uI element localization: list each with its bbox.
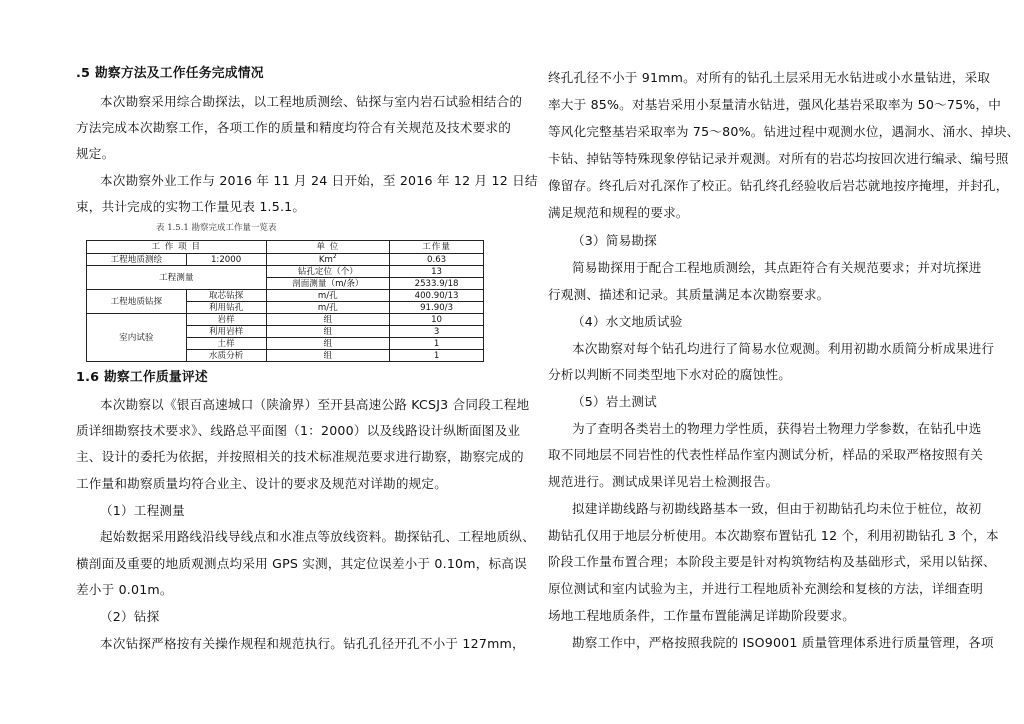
subheading: （4）水文地质试验	[572, 314, 683, 329]
paragraph-line: 简易勘探用于配合工程地质测绘，其点距符合有关规范要求；并对坑探进	[572, 260, 982, 275]
paragraph-line: 满足规范和规程的要求。	[548, 205, 689, 220]
paragraph-line: 主、设计的委托为依据，并按照相关的技术标准规范要求进行勘察，勘察完成的	[76, 449, 524, 464]
header-cell: 工作量	[390, 241, 484, 254]
table-cell: 钻孔定位（个）	[266, 266, 390, 278]
table-cell: 组	[266, 326, 390, 338]
table-cell: m/孔	[266, 290, 390, 302]
table-cell: 土样	[186, 338, 266, 350]
paragraph-line: 卡钻、掉钻等特殊现象停钻记录并观测。对所有的岩芯均按回次进行编录、编号照	[548, 151, 1009, 166]
table-cell: m/孔	[266, 302, 390, 314]
table-row	[87, 314, 484, 326]
unit-text: Km	[318, 254, 333, 265]
table-cell: 0.63	[390, 254, 484, 266]
paragraph-line: 原位测试和室内试验为主，并进行工程地质补充测绘和复核的方法，详细查明	[548, 581, 983, 596]
paragraph-line: 率大于 85%。对基岩采用小泵量清水钻进，强风化基岩采取率为 50～75%，中	[548, 97, 1002, 112]
paragraph-line: 分析以判断不同类型地下水对砼的腐蚀性。	[548, 367, 792, 382]
subheading: （5）岩土测试	[572, 394, 657, 409]
paragraph-line: 阶段工作量布置合理；本阶段主要是针对构筑物结构及基础形式，采用以钻探、	[548, 554, 996, 569]
section-title-1-6: 1.6 勘察工作质量评述	[76, 370, 208, 385]
table-row	[87, 254, 484, 266]
paragraph-line: 差小于 0.01m。	[76, 582, 173, 597]
table-cell: 2533.9/18	[390, 278, 484, 290]
paragraph-line: 为了查明各类岩土的物理力学性质，获得岩土物理力学参数，在钻孔中选	[572, 421, 982, 436]
section-title-1-5: .5 勘察方法及工作任务完成情况	[76, 66, 264, 81]
paragraph-line: 场地工程地质条件，工作量布置能满足详勘阶段要求。	[548, 608, 856, 623]
table-cell: 利用岩样	[186, 326, 266, 338]
paragraph-line: 勘钻孔仅用于地层分析使用。本次勘察布置钻孔 12 个，利用初勘钻孔 3 个，本	[548, 528, 999, 543]
paragraph-line: 等风化完整基岩采取率为 75～80%。钻进过程中观测水位，遇洞水、涌水、掉块、	[548, 124, 1020, 139]
paragraph-line: 取不同地层不同岩性的代表性样品作室内测试分析，样品的采取严格按照有关	[548, 447, 983, 462]
table-cell: 工程地质测绘	[87, 254, 187, 266]
table-row	[87, 266, 484, 278]
table-cell: 利用钻孔	[186, 302, 266, 314]
subheading: （3）简易勘探	[572, 233, 657, 248]
subheading: （1）工程测量	[100, 503, 185, 518]
table-cell: 3	[390, 326, 484, 338]
table-cell: 工程测量	[87, 266, 267, 290]
table-row	[87, 290, 484, 302]
paragraph-line: 横剖面及重要的地质观测点均采用 GPS 实测，其定位误差小于 0.10m，标高误	[76, 556, 527, 571]
table-cell: 1	[390, 350, 484, 362]
paragraph-line: 规范进行。测试成果详见岩土检测报告。	[548, 474, 779, 489]
table-cell: 工程地质钻探	[87, 290, 187, 314]
paragraph-line: 拟建详勘线路与初勘线路基本一致，但由于初勘钻孔均未位于桩位，故初	[572, 501, 982, 516]
table-cell: 组	[266, 314, 390, 326]
table-cell: 剖面测量（m/条）	[266, 278, 390, 290]
paragraph-line: 工作量和勘察质量均符合业主、设计的要求及规范对详勘的规定。	[76, 476, 448, 491]
paragraph-line: 本次钻探严格按有关操作规程和规范执行。钻孔孔径开孔不小于 127mm，	[100, 636, 525, 651]
table-cell: 组	[266, 350, 390, 362]
table-cell: 组	[266, 338, 390, 350]
table-cell: 取芯钻探	[186, 290, 266, 302]
paragraph-line: 规定。	[76, 146, 115, 161]
table-cell: 室内试验	[87, 314, 187, 362]
table-cell: 10	[390, 314, 484, 326]
paragraph-line: 方法完成本次勘察工作，各项工作的质量和精度均符合有关规范及技术要求的	[76, 120, 511, 135]
unit-exponent: 2	[332, 252, 337, 260]
table-cell: 1:2000	[186, 254, 266, 266]
table-cell: 1	[390, 338, 484, 350]
table-cell: 水质分析	[186, 350, 266, 362]
paragraph-line: 像留存。终孔后对孔深作了校正。钻孔终孔经验收后岩芯就地按序掩埋，并封孔，	[548, 178, 1009, 193]
table-cell	[266, 254, 390, 266]
paragraph-line: 勘察工作中，严格按照我院的 ISO9001 质量管理体系进行质量管理，各项	[572, 635, 994, 650]
paragraph-line: 行观测、描述和记录。其质量满足本次勘察要求。	[548, 287, 830, 302]
paragraph-line: 终孔孔径不小于 91mm。对所有的钻孔土层采用无水钻进或小水量钻进，采取	[548, 70, 991, 85]
table-cell: 91.90/3	[390, 302, 484, 314]
table-cell: 13	[390, 266, 484, 278]
paragraph-line: 本次勘察以《银百高速城口（陕渝界）至开县高速公路 KCSJ3 合同段工程地	[100, 397, 530, 412]
header-cell: 工 作 项 目	[87, 241, 267, 254]
paragraph-line: 本次勘察采用综合勘探法，以工程地质测绘、钻探与室内岩石试验相结合的	[100, 94, 523, 109]
paragraph-line: 质详细勘察技术要求》、线路总平面图（1：2000）以及线路设计纵断面图及业	[76, 423, 521, 438]
paragraph-line: 本次勘察外业工作与 2016 年 11 月 24 日开始，至 2016 年 12 月 12 日结	[100, 173, 538, 188]
header-cell: 单 位	[266, 241, 390, 254]
table-caption: 表 1.5.1 勘察完成工作量一览表	[156, 223, 277, 233]
table-cell: 岩样	[186, 314, 266, 326]
workload-table	[86, 240, 484, 362]
subheading: （2）钻探	[100, 609, 160, 624]
paragraph-line: 本次勘察对每个钻孔均进行了简易水位观测。利用初勘水质简分析成果进行	[572, 341, 995, 356]
table-cell: 400.90/13	[390, 290, 484, 302]
paragraph-line: 起始数据采用路线沿线导线点和水准点等放线资料。勘探钻孔、工程地质纵、	[100, 529, 535, 544]
table-header-row	[87, 241, 484, 254]
paragraph-line: 束，共计完成的实物工作量见表 1.5.1。	[76, 199, 306, 214]
